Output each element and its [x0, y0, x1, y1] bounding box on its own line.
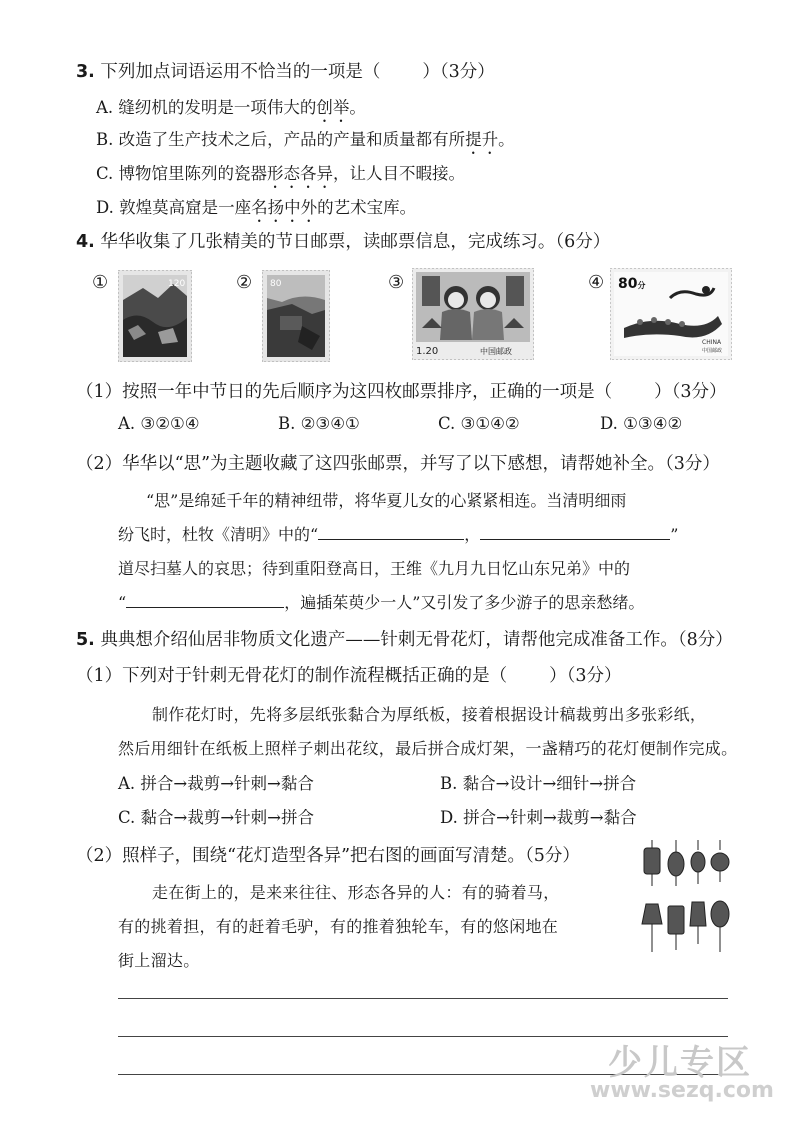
q3-stem-line: 3. 下列加点词语运用不恰当的一项是（ ）（3分）: [76, 62, 495, 82]
dotted-word: 形态各异: [267, 164, 334, 183]
question-number: 5.: [76, 630, 95, 650]
q5-part1-option-a: A. 拼合→裁剪→针刺→黏合: [118, 774, 314, 793]
q4-part2-text-line1: “思”是绵延千年的精神纽带，将华夏儿女的心紧紧相连。当清明细雨: [146, 491, 627, 510]
q5-part1-text-line1: 制作花灯时，先将多层纸张黏合为厚纸板，接着根据设计稿裁剪出多张彩纸，: [152, 705, 707, 724]
q5-part1-stem: （1）下列对于针刺无骨花灯的制作流程概括正确的是（ ）（3分）: [76, 666, 622, 686]
q5-stem: 典典想介绍仙居非物质文化遗产——针刺无骨花灯，请帮他完成准备工作。（8分）: [100, 630, 733, 650]
stamp-3-image: [412, 268, 534, 360]
answer-blank[interactable]: [126, 593, 284, 608]
stamp-1-image: [118, 270, 192, 362]
watermark-url: www.sezq.com: [590, 1078, 774, 1103]
q4-part1-option-c: C. ③①④②: [438, 414, 520, 433]
q5-part1-option-b: B. 黏合→设计→细针→拼合: [440, 774, 637, 793]
stamp-4-unit: 分: [637, 281, 646, 290]
q4-stem: 华华收集了几张精美的节日邮票，读邮票信息，完成练习。（6分）: [100, 232, 611, 252]
q3-option-d: D. 敦煌莫高窟是一座名扬中外的艺术宝库。: [96, 198, 417, 217]
q4-part2-text-line4: “ ，遍插茱萸少一人”又引发了多少游子的思亲愁绪。: [118, 593, 645, 612]
stamp-4-number: ④: [588, 272, 605, 293]
question-number: 4.: [76, 232, 95, 252]
answer-blank[interactable]: [480, 525, 670, 540]
stamp-3-number: ③: [388, 272, 405, 293]
q4-stem-line: [76, 228, 610, 253]
q5-part1-text-line2: 然后用细针在纸板上照样子刺出花纹，最后拼合成灯架，一盏精巧的花灯便制作完成。: [118, 739, 738, 758]
q5-part1-option-d: D. 拼合→针刺→裁剪→黏合: [440, 808, 637, 827]
stamp-3-post: 中国邮政: [480, 347, 512, 356]
answer-blank[interactable]: [318, 525, 464, 540]
stamp-2-value: 80: [270, 279, 282, 289]
stamp-4-china: CHINA: [702, 339, 722, 346]
q3-stem: 下列加点词语运用不恰当的一项是: [100, 62, 363, 82]
dotted-word: 名扬中外: [251, 198, 318, 217]
stamp-1-value: 120: [168, 279, 186, 289]
stamp-3-value: 1.20: [416, 346, 439, 357]
q3-score: （3分）: [439, 62, 495, 82]
q4-part2-stem: （2）华华以“思”为主题收藏了这四张邮票，并写了以下感想，请帮她补全。（3分）: [76, 454, 720, 474]
q5-part2-stem: （2）照样子，围绕“花灯造型各异”把右图的画面写清楚。（5分）: [76, 846, 580, 866]
stamp-2-number: ②: [236, 272, 253, 293]
stamp-2-image: [262, 270, 330, 362]
stamp-4-post: 中国邮政: [702, 348, 723, 354]
q5-part2-sample-line1: 走在街上的，是来来往往、形态各异的人：有的骑着马，: [152, 883, 560, 902]
stamp-4-image: [610, 268, 732, 360]
q4-part2-text-line2: 纷飞时，杜牧《清明》中的“ ， ”: [118, 525, 679, 544]
q5-part2-sample-line2: 有的挑着担，有的赶着毛驴，有的推着独轮车，有的悠闲地在: [118, 917, 559, 936]
q3-option-c: C. 博物馆里陈列的瓷器形态各异，让人目不暇接。: [96, 164, 466, 183]
q5-part2-sample-line3: 街上溜达。: [118, 951, 200, 970]
dotted-word: 创举: [316, 98, 350, 117]
stamp-1-number: ①: [92, 272, 109, 293]
q4-part1-option-b: B. ②③④①: [278, 414, 360, 433]
q5-part1-option-c: C. 黏合→裁剪→针刺→拼合: [118, 808, 315, 827]
watermark-title: 少儿专区: [608, 1043, 752, 1083]
q5-stem-line: [76, 626, 733, 651]
q4-part1-option-a: A. ③②①④: [118, 414, 200, 433]
q3-option-a: A. 缝纫机的发明是一项伟大的创举。: [96, 98, 366, 117]
writing-line[interactable]: [118, 998, 728, 999]
q3-option-b: B. 改造了生产技术之后，产品的产量和质量都有所提升。: [96, 130, 515, 149]
q4-part2-text-line3: 道尽扫墓人的哀思；待到重阳登高日，王维《九月九日忆山东兄弟》中的: [118, 559, 631, 578]
dotted-word: 提升: [465, 130, 499, 149]
lantern-picture: [640, 840, 732, 958]
stamp-4-value: 80: [618, 276, 638, 292]
q4-part1-stem: （1）按照一年中节日的先后顺序为这四枚邮票排序，正确的一项是（ ）（3分）: [76, 382, 727, 402]
question-number: 3.: [76, 62, 95, 82]
q4-part1-option-d: D. ①③④②: [600, 414, 683, 433]
